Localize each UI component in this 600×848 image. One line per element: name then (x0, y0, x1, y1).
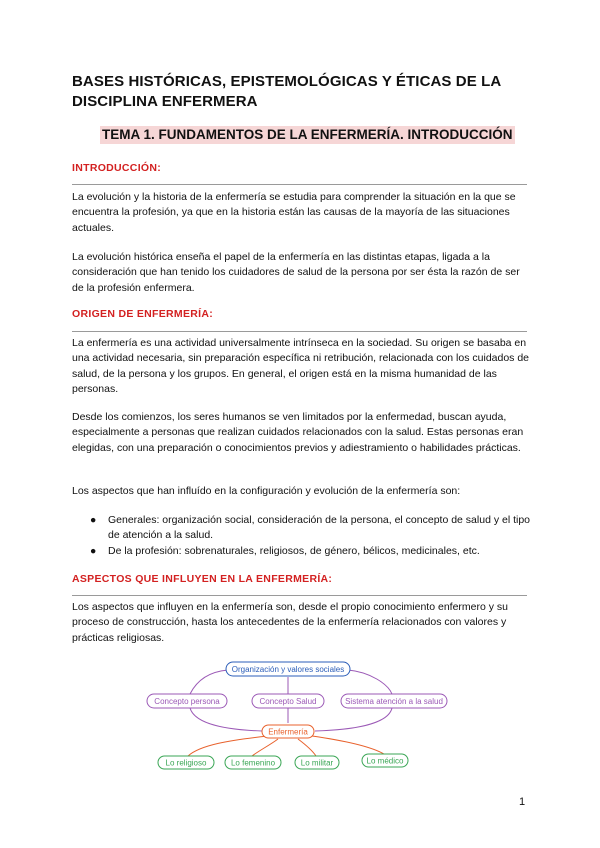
node-label: Sistema atención a la salud (345, 697, 443, 706)
node-label: Organización y valores sociales (231, 665, 345, 674)
paragraph: La enfermería es una actividad universalmente intrínseca en la sociedad. Su origen se basaba en una actividad necesaria, sin preparación específica ni retribución, relacionada con los cuidados de salud, de la persona y los grupos. En general, el origen está en la misma humanidad de las personas. (72, 337, 530, 395)
node-lo-militar (295, 756, 339, 769)
node-lo-religioso (158, 756, 214, 769)
paragraph: Los aspectos que han influído en la configuración y evolución de la enfermería son: (72, 485, 461, 497)
list-item-text: Generales: organización social, consideración de la persona, el concepto de salud y el tipo de atención a la salud. (108, 514, 531, 542)
list-item-text: De la profesión: sobrenaturales, religiosos, de género, bélicos, medicinales, etc. (108, 544, 480, 557)
section-heading-introduccion: INTRODUCCIÓN: (72, 162, 162, 174)
node-label: Concepto Salud (259, 697, 317, 706)
node-sistema-atencion (341, 694, 447, 708)
document-title: BASES HISTÓRICAS, EPISTEMOLÓGICAS Y ÉTICAS DE LA DISCIPLINA ENFERMERA (72, 73, 501, 110)
node-label: Lo militar (300, 758, 334, 768)
connector (190, 708, 262, 731)
node-lo-medico (362, 754, 408, 767)
connector (312, 736, 384, 754)
node-organizacion (226, 662, 350, 676)
node-label: Concepto persona (154, 697, 220, 706)
section-heading-aspectos: ASPECTOS QUE INFLUYEN EN LA ENFERMERÍA: (72, 573, 333, 585)
node-concepto-persona (147, 694, 227, 708)
node-label: Lo médico (366, 756, 404, 766)
bullet-icon: ● (90, 544, 97, 557)
connector (252, 739, 278, 756)
paragraph: La evolución histórica enseña el papel de la enfermería en las distintas etapas, ligada a la consideración que han tenido los cuidadores de salud de la persona por ser ésta la razón de ser de la profesión enfermera. (72, 251, 520, 294)
paragraph: La evolución y la historia de la enfermería se estudia para comprender la situación en la que se encuentra la profesión, ya que en la historia están las causas de la mayoría de las situaciones actuales. (72, 191, 516, 234)
node-concepto-salud (252, 694, 324, 708)
node-label: Lo femenino (230, 758, 276, 768)
connector (348, 670, 392, 694)
node-label: Enfermería (268, 727, 308, 737)
connector (190, 670, 228, 694)
bullet-icon: ● (90, 514, 97, 526)
connector (298, 739, 316, 756)
paragraph: Los aspectos que influyen en la enfermería son, desde el propio conocimiento enfermero y su proceso de construcción, hasta los antecedentes de la enfermería relacionados con valores y prácticas religiosas. (72, 601, 509, 644)
page-number: 1 (519, 796, 526, 808)
node-lo-femenino (225, 756, 281, 769)
connector (315, 708, 392, 731)
node-label: Lo religioso (165, 758, 207, 768)
topic-heading: TEMA 1. FUNDAMENTOS DE LA ENFERMERÍA. INTRODUCCIÓN (102, 127, 513, 142)
section-heading-origen: ORIGEN DE ENFERMERÍA: (72, 308, 214, 320)
node-enfermeria (262, 725, 314, 738)
paragraph: Desde los comienzos, los seres humanos se ven limitados por la enfermedad, buscan ayuda, especialmente a personas que realizan cuidados relacionados con la salud. Estas personas eran elegidas, con una preparación o conocimientos previos y adiestramiento o habilidades prácticas. (72, 411, 524, 454)
